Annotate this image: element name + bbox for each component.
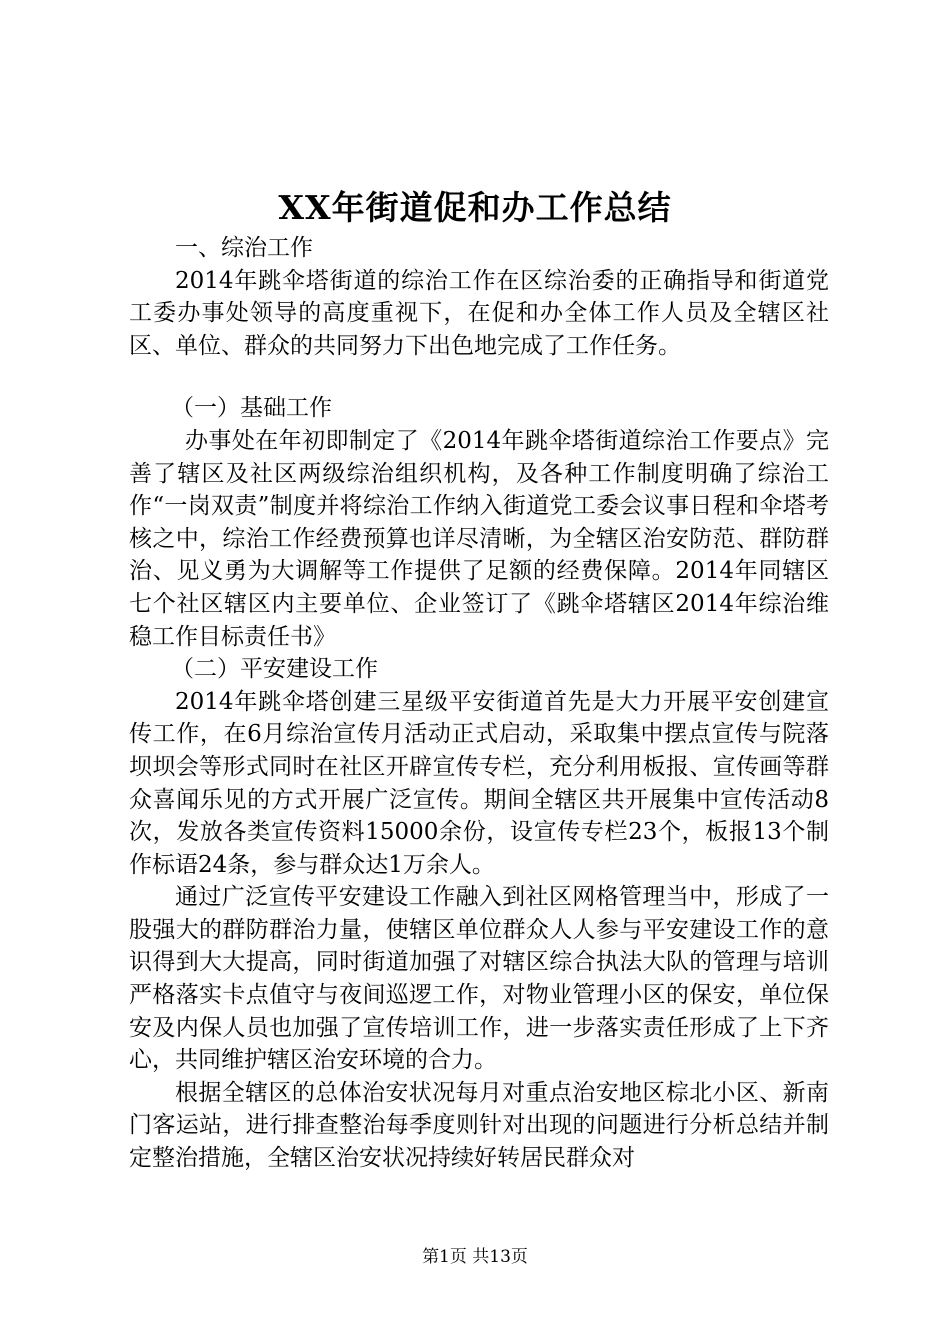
- body-paragraph: 2014年跳伞塔创建三星级平安街道首先是大力开展平安创建宣传工作，在6月综治宣传月活动正式启动，采取集中摆点宣传与院落坝坝会等形式同时在社区开辟宣传专栏，充分利用板报、宣传画等群众喜闻乐见的方式开展广泛宣传。期间全辖区共开展集中宣传活动8次，发放各类宣传资料15000余份，设宣传专栏23个，板报13个制作标语24条，参与群众达1万余人。: [129, 688, 829, 878]
- body-paragraph: 根据全辖区的总体治安状况每月对重点治安地区棕北小区、新南门客运站，进行排查整治每季度则针对出现的问题进行分析总结并制定整治措施，全辖区治安状况持续好转居民群众对: [129, 1079, 829, 1172]
- subsection-heading: （二）平安建设工作: [171, 656, 378, 683]
- body-paragraph: 2014年跳伞塔街道的综治工作在区综治委的正确指导和街道党工委办事处领导的高度重视下，在促和办全体工作人员及全辖区社区、单位、群众的共同努力下出色地完成了工作任务。: [129, 267, 829, 359]
- section-heading: 一、综治工作: [175, 235, 313, 261]
- document-title: XX年街道促和办工作总结: [278, 188, 672, 227]
- body-paragraph: 办事处在年初即制定了《2014年跳伞塔街道综治工作要点》完善了辖区及社区两级综治组织机构，及各种工作制度明确了综治工作“一岗双责”制度并将综治工作纳入街道党工委会议事日程和伞塔考核之中，综治工作经费预算也详尽清晰，为全辖区治安防范、群防群治、见义勇为大调解等工作提供了足额的经费保障。2014年同辖区七个社区辖区内主要单位、企业签订了《跳伞塔辖区2014年综治维稳工作目标责任书》: [129, 427, 829, 650]
- document-body: [129, 232, 829, 1175]
- body-paragraph: 通过广泛宣传平安建设工作融入到社区网格管理当中，形成了一股强大的群防群治力量，使辖区单位群众人人参与平安建设工作的意识得到大大提高，同时街道加强了对辖区综合执法大队的管理与培训严格落实卡点值守与夜间巡逻工作，对物业管理小区的保安，单位保安及内保人员也加强了宣传培训工作，进一步落实责任形成了上下齐心，共同维护辖区治安环境的合力。: [129, 884, 829, 1074]
- page-footer: 第1页 共13页: [422, 1247, 528, 1267]
- subsection-heading: （一）基础工作: [171, 395, 332, 422]
